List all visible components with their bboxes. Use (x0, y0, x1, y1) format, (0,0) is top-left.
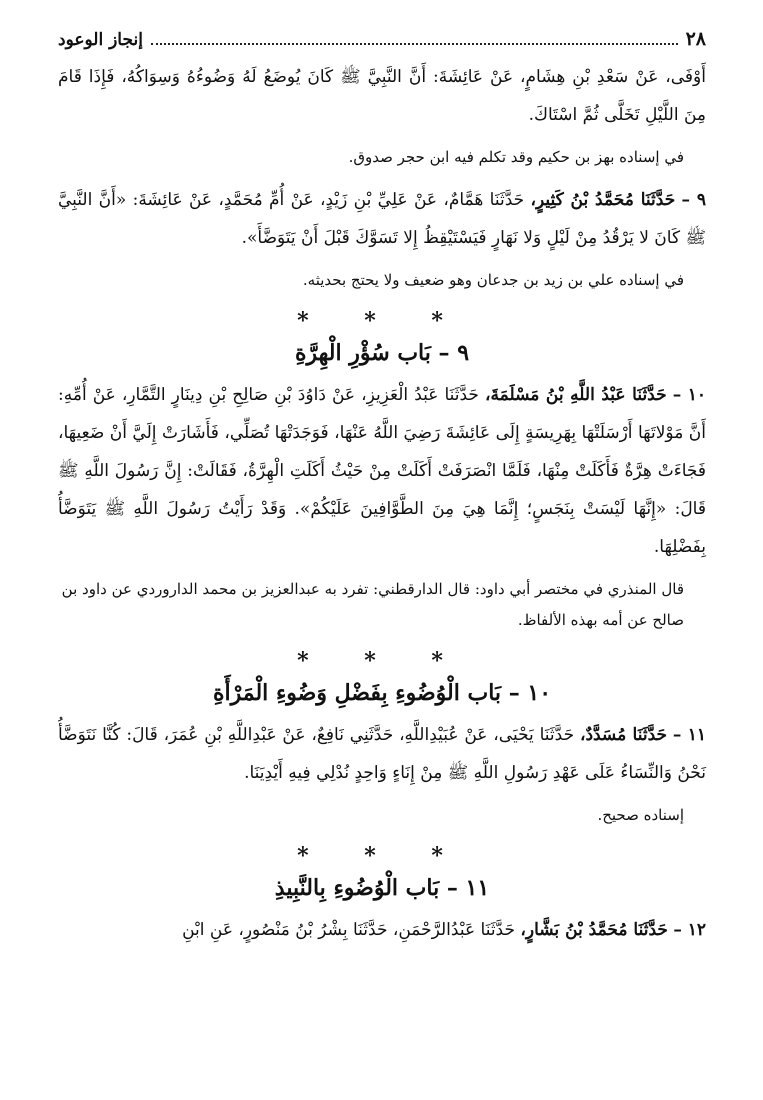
hadith-text: حَدَّثَنَا يَحْيَى، عَنْ عُبَيْدِاللَّهِ، حَدَّثَنِي نَافِعٌ، عَنْ عَبْدِاللَّهِ بْنِ عُمَرَ، قَالَ: كُنَّا نَتَوَضَّأُ نَحْنُ وَالنِّسَاءُ عَلَى عَهْدِ رَسُولِ اللَّهِ ﷺ مِنْ إِنَاءٍ وَاحِدٍ نُدْلِي فِيهِ أَيْدِيَنَا. (58, 725, 706, 783)
section-separator: * * * (297, 648, 467, 674)
isnad-note: قال المنذري في مختصر أبي داود: قال الدارقطني: تفرد به عبدالعزيز بن محمد الداروردي عن داود بن صالح عن أمه بهذه الألفاظ. (61, 580, 684, 629)
hadith-isnad: حَدَّثَنَا مُحَمَّدُ بْنُ بَشَّارٍ، (520, 920, 668, 940)
hadith-9 (58, 181, 706, 257)
hadith-text: حَدَّثَنَا عَبْدُ الْعَزِيزِ، عَنْ دَاوُدَ بْنِ صَالِحِ بْنِ دِينَارٍ التَّمَّارِ، عَنْ أُمِّهِ: أَنَّ مَوْلاتَهَا أَرْسَلَتْهَا بِهَرِيسَةٍ إِلَى عَائِشَةَ رَضِيَ اللَّهُ عَنْهَا، فَوَجَدَتْهَا تُصَلِّي، فَأَشَارَتْ إِلَيَّ أَنْ ضَعِيهَا، فَجَاءَتْ هِرَّةٌ فَأَكَلَتْ مِنْهَا، فَلَمَّا انْصَرَفَتْ أَكَلَتْ مِنْ حَيْثُ أَكَلَتِ الْهِرَّةُ، فَقَالَتْ: إِنَّ رَسُولَ اللَّهِ ﷺ قَالَ: «إِنَّهَا لَيْسَتْ بِنَجَسٍ؛ إِنَّمَا هِيَ مِنَ الطَّوَّافِينَ عَلَيْكُمْ». وَقَدْ رَأَيْتُ رَسُولَ اللَّهِ ﷺ يَتَوَضَّأُ بِفَضْلِهَا. (58, 385, 706, 557)
hadith-isnad: حَدَّثَنَا مُحَمَّدُ بْنُ كَثِيرٍ، (530, 190, 676, 210)
section-separator: * * * (297, 843, 467, 869)
page-header (58, 28, 706, 58)
hadith-continuation: أَوْفَى، عَنْ سَعْدِ بْنِ هِشَامٍ، عَنْ عَائِشَةَ: أَنَّ النَّبِيَّ ﷺ كَانَ يُوضَعُ لَهُ وَضُوءُهُ وَسِوَاكُهُ، فَإِذَا قَامَ مِنَ اللَّيْلِ تَخَلَّى ثُمَّ اسْتَاكَ. (58, 67, 706, 125)
header-dot-leader (151, 29, 678, 45)
chapter-heading: ٩ – بَاب سُؤْرِ الْهِرَّةِ (294, 340, 470, 366)
hadith-isnad: حَدَّثَنَا مُسَدَّدٌ، (579, 725, 668, 745)
section-separator: * * * (297, 308, 467, 334)
page-number: ٢٨ (685, 28, 706, 50)
hadith-text: حَدَّثَنَا هَمَّامٌ، عَنْ عَلِيِّ بْنِ زَيْدٍ، عَنْ أُمِّ مُحَمَّدٍ، عَنْ عَائِشَةَ: «أَنَّ النَّبِيَّ ﷺ كَانَ لا يَرْقُدُ مِنْ لَيْلٍ وَلا نَهَارٍ فَيَسْتَيْقِظُ إِلا تَسَوَّكَ قَبْلَ أَنْ يَتَوَضَّأَ». (58, 190, 706, 248)
hadith-number: ١٠ – (672, 385, 707, 405)
hadith-number: ٩ – (681, 190, 707, 210)
hadith-10 (58, 376, 706, 566)
isnad-note: في إسناده بهز بن حكيم وقد تكلم فيه ابن حجر صدوق. (348, 148, 684, 166)
isnad-note: في إسناده علي بن زيد بن جدعان وهو ضعيف ولا يحتج بحديثه. (302, 271, 684, 289)
hadith-text: حَدَّثَنَا عَبْدُالرَّحْمَنِ، حَدَّثَنَا بِشْرُ بْنُ مَنْصُورٍ، عَنِ ابْنِ (182, 920, 515, 940)
book-title: إنجاز الوعود (58, 30, 143, 50)
chapter-heading: ١٠ – بَاب الْوُضُوءِ بِفَضْلِ وَضُوءِ الْمَرْأَةِ (212, 680, 552, 706)
hadith-11 (58, 716, 706, 792)
isnad-note: إسناده صحيح. (597, 806, 684, 824)
hadith-number: ١٢ – (673, 920, 706, 940)
book-page (58, 28, 706, 949)
hadith-number: ١١ – (672, 725, 707, 745)
chapter-heading: ١١ – بَاب الْوُضُوءِ بِالنَّبِيذِ (274, 875, 490, 901)
hadith-12 (58, 911, 706, 949)
hadith-isnad: حَدَّثَنَا عَبْدُ اللَّهِ بْنُ مَسْلَمَةَ، (485, 385, 667, 405)
